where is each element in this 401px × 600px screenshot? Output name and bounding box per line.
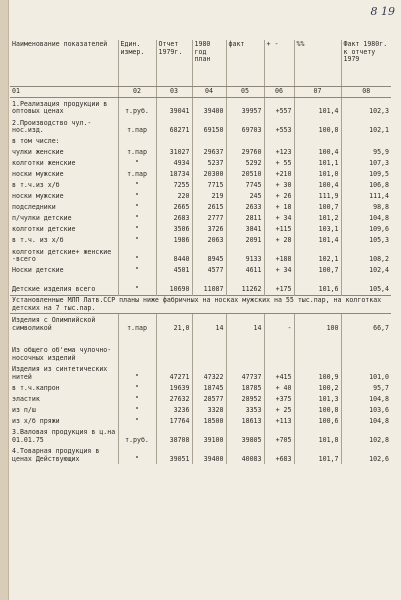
cell-fact: 39805 [226,426,264,445]
cell-1979: 4501 [156,265,192,276]
cell-name: 2.Производство чул.-нос.изд. [12,118,92,135]
cell-diff: +705 [264,426,294,445]
cell-name: Изделия с Олимпийской символикой [12,316,96,332]
cell-1979: 21,0 [156,314,192,334]
cell-1979: 2683 [156,213,192,224]
cell-unit: " [118,382,156,393]
cell-diff: +113 [264,415,294,426]
table-row [10,158,391,169]
cell-unit: " [118,445,156,464]
cell-diff: + 25 [264,404,294,415]
cell-pct: 100,7 [294,202,341,213]
cell-unit: " [118,363,156,382]
cell-fact [226,136,264,147]
cell-unit: " [118,180,156,191]
cell-vs: 102,8 [341,426,391,445]
cell-plan: 69150 [192,117,226,136]
cell-fact: 245 [226,191,264,202]
cell-plan: 2777 [192,213,226,224]
table-row [10,169,391,180]
cell-vs: 103,6 [341,404,391,415]
header-fact-1980: факт [226,40,264,87]
cell-name: носки мужские [12,170,64,179]
table-row [10,147,391,158]
cell-vs: 102,6 [341,445,391,464]
cell-1979: 31027 [156,147,192,158]
cell-name: колготки женские [12,159,76,168]
cell-fact [226,344,264,363]
cell-unit: " [118,213,156,224]
header-fact-vs-report: Факт 1980г. к отчету 1979 [341,40,391,87]
table-row [10,213,391,224]
column-number: 01 [10,87,118,98]
cell-vs: 108,2 [341,246,391,265]
cell-unit [118,344,156,363]
cell-diff: - [264,314,294,334]
table-row [10,276,391,296]
cell-diff: +557 [264,98,294,118]
cell-1979: 10690 [156,276,192,296]
cell-vs: 102,4 [341,265,391,276]
cell-pct [294,344,341,363]
cell-diff: + 18 [264,202,294,213]
header-diff: + - [264,40,294,87]
header-plan-1980: 1980 год план [192,40,226,87]
cell-plan: 39400 [192,445,226,464]
cell-fact: 20510 [226,169,264,180]
cell-plan: 4577 [192,265,226,276]
cell-unit: т.пар [118,169,156,180]
header-unit: Един. измер. [118,40,156,87]
cell-diff: +553 [264,117,294,136]
table-row [10,224,391,235]
cell-vs: 107,3 [341,158,391,169]
cell-unit: т.пар [118,117,156,136]
cell-vs: 105,4 [341,276,391,296]
cell-diff [264,136,294,147]
table-row [10,426,391,445]
cell-unit: " [118,246,156,265]
cell-vs: 104,8 [341,415,391,426]
table-row [10,363,391,382]
cell-diff: +188 [264,246,294,265]
cell-name: колготки детские+ женские -всего [12,247,112,264]
cell-1979: 47271 [156,363,192,382]
cell-fact: 18785 [226,382,264,393]
cell-diff: +683 [264,445,294,464]
table-row [10,314,391,334]
column-number: 03 [156,87,192,98]
cell-1979 [156,333,192,344]
header-indicator: Наименование показателей [10,40,118,87]
cell-plan: 28577 [192,393,226,404]
cell-name: из п/ш [12,405,36,414]
column-number: 06 [264,87,294,98]
cell-plan: 39100 [192,426,226,445]
cell-vs: 102,1 [341,117,391,136]
cell-vs [341,136,391,147]
cell-fact: 5292 [226,158,264,169]
cell-name: 4.Товарная продукция в ценах Действующих [12,447,100,463]
cell-plan: 2615 [192,202,226,213]
cell-unit: т.пар [118,314,156,334]
cell-name: Из общего об'ема чулочно-носочных изделий [12,346,112,362]
cell-1979: 39051 [156,445,192,464]
cell-1979: 1986 [156,235,192,246]
cell-unit: " [118,158,156,169]
cell-1979: 8440 [156,246,192,265]
cell-pct: 101,8 [294,426,341,445]
cell-pct: 100,4 [294,147,341,158]
column-number: 05 [226,87,264,98]
cell-diff: + 28 [264,235,294,246]
cell-unit [118,136,156,147]
cell-fact: 69703 [226,117,264,136]
cell-name: в том числе: [12,137,60,146]
cell-diff: + 30 [264,180,294,191]
cell-name: колготки детские [12,225,76,234]
cell-name: 3.Валовая продукция в ц.на 01.01.75 [12,428,116,444]
cell-plan: 5237 [192,158,226,169]
cell-pct: 101,4 [294,235,341,246]
cell-unit: " [118,235,156,246]
production-table [10,40,391,464]
table-row [10,344,391,363]
cell-1979: 18734 [156,169,192,180]
cell-vs: 109,5 [341,169,391,180]
header-row [10,40,391,87]
cell-pct: 101,7 [294,445,341,464]
cell-pct: 100,2 [294,382,341,393]
cell-unit: " [118,224,156,235]
cell-name: подследники [12,203,56,212]
table-row [10,235,391,246]
header-percent: %% [294,40,341,87]
table-row [10,117,391,136]
binding-tape [0,0,9,600]
cell-pct: 101,3 [294,393,341,404]
cell-diff: +123 [264,147,294,158]
table-row [10,393,391,404]
cell-diff: + 34 [264,213,294,224]
cell-unit: " [118,393,156,404]
cell-unit: " [118,276,156,296]
note-text: Установленные МЛП Латв.ССР планы ниже фабричных на носках мужских на 55 тыс.пар, на колготках детских на 7 тыс.пар. [10,296,391,314]
table-row [10,202,391,213]
cell-pct: 100,8 [294,404,341,415]
cell-diff: + 40 [264,382,294,393]
column-number: 08 [341,87,391,98]
column-numbers-row [10,87,391,98]
cell-name: в т.ч.из х/б [12,181,60,190]
cell-unit: т.руб. [118,426,156,445]
cell-vs [341,333,391,344]
cell-unit: " [118,265,156,276]
note-row [10,296,391,314]
cell-fact: 2091 [226,235,264,246]
cell-plan [192,136,226,147]
cell-pct: 100,4 [294,180,341,191]
cell-fact: 4611 [226,265,264,276]
cell-diff [264,333,294,344]
cell-name: в т.ч.капрон [12,383,60,392]
cell-plan: 47322 [192,363,226,382]
cell-pct: 100,6 [294,415,341,426]
cell-vs: 106,8 [341,180,391,191]
cell-fact: 40083 [226,445,264,464]
cell-diff: + 34 [264,265,294,276]
cell-pct: 103,1 [294,224,341,235]
cell-plan: 7715 [192,180,226,191]
cell-fact: 3353 [226,404,264,415]
cell-plan: 14 [192,314,226,334]
cell-name: в т.ч. из х/б [12,236,64,245]
table-row [10,404,391,415]
cell-fact: 39957 [226,98,264,118]
cell-name: Детские изделия всего [12,285,96,294]
cell-vs: 111,4 [341,191,391,202]
cell-name [10,333,118,344]
cell-unit: " [118,202,156,213]
cell-vs: 102,3 [341,98,391,118]
cell-unit: " [118,404,156,415]
table-row [10,265,391,276]
cell-vs: 104,8 [341,393,391,404]
cell-fact: 9133 [226,246,264,265]
cell-vs: 95,9 [341,147,391,158]
cell-pct: 101,1 [294,158,341,169]
cell-unit [118,333,156,344]
cell-1979: 2665 [156,202,192,213]
cell-pct [294,333,341,344]
cell-1979: 39041 [156,98,192,118]
cell-unit: " [118,415,156,426]
cell-name: из х/б пряжи [12,416,60,425]
table-body [10,87,391,465]
page-number: 8 19 [370,5,395,18]
table-row [10,191,391,202]
cell-name: носки мужские [12,192,64,201]
cell-pct: 101,4 [294,98,341,118]
cell-plan: 2063 [192,235,226,246]
cell-vs: 98,8 [341,202,391,213]
cell-fact: 7745 [226,180,264,191]
cell-fact [226,333,264,344]
column-number: 07 [294,87,341,98]
cell-1979: 19639 [156,382,192,393]
cell-fact: 3841 [226,224,264,235]
cell-diff: +210 [264,169,294,180]
cell-pct: 100,7 [294,265,341,276]
cell-name: Изделия из синтетических нитей [12,365,108,381]
cell-pct: 101,6 [294,276,341,296]
table-row [10,246,391,265]
table-row [10,445,391,464]
cell-pct: 101,2 [294,213,341,224]
cell-1979: 220 [156,191,192,202]
cell-vs: 104,8 [341,213,391,224]
table-row [10,136,391,147]
cell-fact: 14 [226,314,264,334]
cell-plan: 8945 [192,246,226,265]
cell-pct: 100 [294,314,341,334]
cell-vs [341,344,391,363]
cell-fact: 2633 [226,202,264,213]
cell-plan: 3328 [192,404,226,415]
cell-plan: 20300 [192,169,226,180]
cell-fact: 47737 [226,363,264,382]
cell-1979: 17764 [156,415,192,426]
cell-plan: 11087 [192,276,226,296]
cell-diff: +175 [264,276,294,296]
cell-vs: 109,6 [341,224,391,235]
cell-plan: 219 [192,191,226,202]
cell-plan [192,333,226,344]
cell-plan: 3726 [192,224,226,235]
cell-name: эластик [12,394,40,403]
cell-1979: 27632 [156,393,192,404]
cell-unit: " [118,191,156,202]
column-number: 04 [192,87,226,98]
table-row [10,333,391,344]
cell-1979 [156,344,192,363]
cell-pct: 111,9 [294,191,341,202]
cell-diff: + 55 [264,158,294,169]
cell-diff: +415 [264,363,294,382]
cell-pct [294,136,341,147]
cell-pct: 100,9 [294,363,341,382]
cell-1979: 3506 [156,224,192,235]
cell-pct: 102,1 [294,246,341,265]
cell-pct: 101,0 [294,169,341,180]
cell-1979: 4934 [156,158,192,169]
cell-1979: 38708 [156,426,192,445]
cell-name: п/чулки детские [12,214,72,223]
cell-diff: +375 [264,393,294,404]
cell-1979: 7255 [156,180,192,191]
cell-1979: 3236 [156,404,192,415]
cell-plan: 18500 [192,415,226,426]
column-number: 02 [118,87,156,98]
cell-plan [192,344,226,363]
cell-fact: 29760 [226,147,264,158]
cell-fact: 11262 [226,276,264,296]
cell-vs: 101,0 [341,363,391,382]
cell-name: чулки женские [12,148,64,157]
cell-diff: + 26 [264,191,294,202]
cell-vs: 105,3 [341,235,391,246]
header-report-1979: Отчет 1979г. [156,40,192,87]
cell-name: 1.Реализация продукции в оптовых ценах [12,99,108,116]
cell-pct: 100,8 [294,117,341,136]
table-row [10,415,391,426]
cell-fact: 28952 [226,393,264,404]
table-row [10,98,391,118]
cell-plan: 39400 [192,98,226,118]
cell-1979 [156,136,192,147]
cell-fact: 18613 [226,415,264,426]
cell-plan: 18745 [192,382,226,393]
cell-fact: 2811 [226,213,264,224]
cell-diff [264,344,294,363]
cell-vs: 95,7 [341,382,391,393]
cell-unit: т.пар [118,147,156,158]
cell-1979: 68271 [156,117,192,136]
table-row [10,180,391,191]
cell-vs: 66,7 [341,314,391,334]
table-row [10,382,391,393]
cell-unit: т.руб. [118,98,156,118]
cell-name: Носки детские [12,266,64,275]
cell-plan: 29637 [192,147,226,158]
cell-diff: +115 [264,224,294,235]
